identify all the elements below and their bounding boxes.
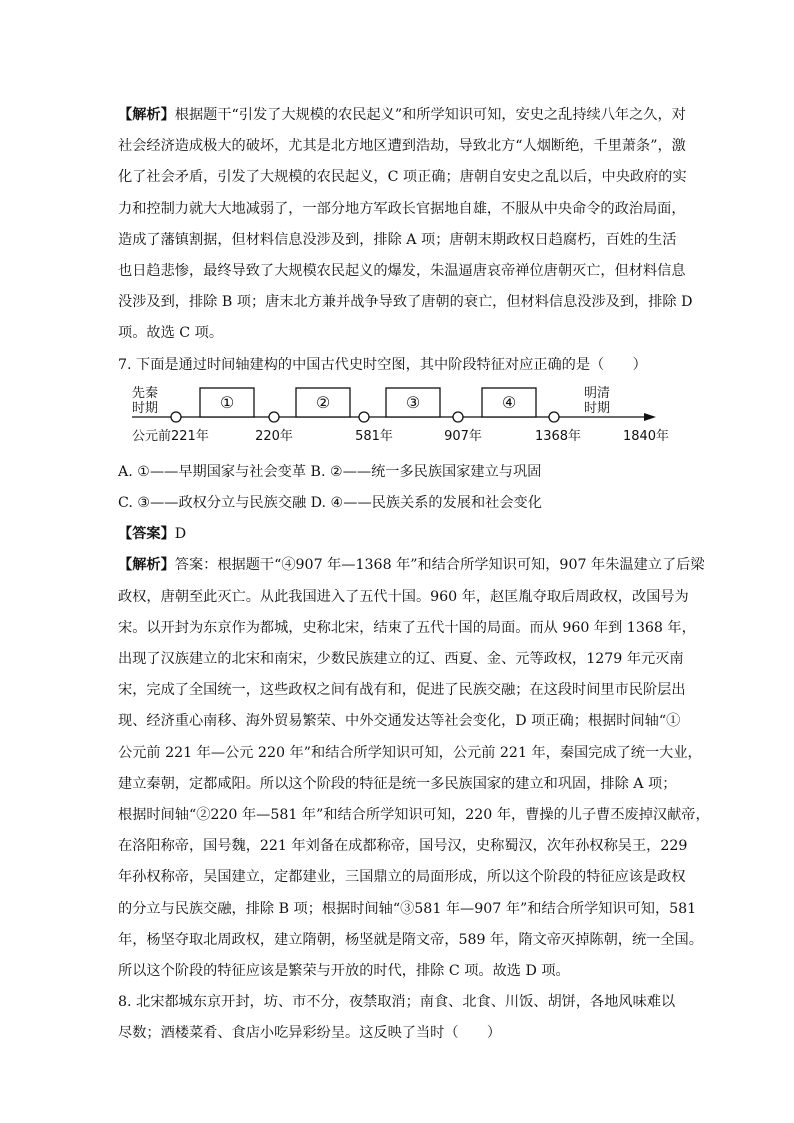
analysis-label: 【解析】 <box>118 557 175 574</box>
analysis-line: 的分立与民族交融，排除 B 项；根据时间轴“③581 年—907 年”和结合所学知识可知，581 <box>118 900 697 917</box>
analysis-line: 宋，完成了全国统一，这些政权之间有战有和，促进了民族交融；在这段时间里市民阶层出 <box>118 682 686 699</box>
tick-marker-220 <box>269 412 279 422</box>
tick-label: 1840年 <box>622 428 670 444</box>
start-period-label-1: 先秦 <box>132 385 159 401</box>
question-7 <box>118 350 710 988</box>
analysis-line: 造成了藩镇割据，但材料信息没涉及到，排除 A 项；唐朝末期政权日趋腐朽，百姓的生活 <box>118 231 677 248</box>
analysis-block-q6 <box>118 100 693 350</box>
question-stem: 7. 下面是通过时间轴建构的中国古代史时空图，其中阶段特征对应正确的是（ ） <box>118 356 647 373</box>
analysis-line: 年孙权称帝，吴国建立，定都建业，三国鼎立的局面形成，所以这个阶段的特征应该是政权 <box>118 869 686 886</box>
answer-value: D <box>174 526 187 543</box>
analysis-line: 在洛阳称帝，国号魏，221 年刘备在成都称帝，国号汉，史称蜀汉，次年孙权称吴王，229 <box>118 838 688 855</box>
tick-label: 907年 <box>444 428 482 444</box>
analysis-line: 年，杨坚夺取北周政权，建立隋朝，杨坚就是隋文帝，589 年，隋文帝灭掉陈朝，统一全国。 <box>118 931 703 948</box>
question-8 <box>118 987 683 1049</box>
tick-marker-907 <box>453 412 463 422</box>
document-page <box>118 100 710 1050</box>
options-line-2: C. ③——政权分立与民族交融 D. ④——民族关系的发展和社会变化 <box>118 495 542 512</box>
analysis-line: 也日趋悲惨，最终导致了大规模农民起义的爆发，朱温逼唐哀帝禅位唐朝灭亡，但材料信息 <box>118 263 686 280</box>
analysis-line: 【解析】根据题干“引发了大规模的农民起义”和所学知识可知，安史之乱持续八年之久，对 <box>118 107 686 123</box>
analysis-line: 力和控制力就大大地减弱了，一部分地方军政长官据地自雄，不服从中央命令的政治局面， <box>118 200 686 217</box>
tick-marker-1368 <box>549 412 559 422</box>
tick-marker-221bc <box>171 412 181 422</box>
tick-label: 公元前221年 <box>132 428 209 444</box>
analysis-line: 宋。以开封为东京作为都城，史称北宋，结束了五代十国的局面。而从 960 年到 1368 年， <box>118 619 696 636</box>
analysis-line: 所以这个阶段的特征应该是繁荣与开放的时代，排除 C 项。故选 D 项。 <box>118 963 570 980</box>
period-box-label-2: ② <box>315 392 331 412</box>
end-period-label-1: 明清 <box>584 385 611 401</box>
analysis-line: 现、经济重心南移、海外贸易繁荣、中外交通发达等社会变化，D 项正确；根据时间轴“① <box>118 713 681 730</box>
end-period-label-2: 时期 <box>584 400 611 416</box>
analysis-line: 公元前 221 年—公元 220 年”和结合所学知识可知，公元前 221 年，秦国完成了统一大业， <box>118 744 702 761</box>
analysis-block-q7 <box>118 550 710 987</box>
analysis-line: 建立秦朝，定都咸阳。所以这个阶段的特征是统一多民族国家的建立和巩固，排除 A 项； <box>118 775 677 792</box>
analysis-line: 没涉及到，排除 B 项；唐末北方兼并战争导致了唐朝的衰亡，但材料信息没涉及到，排除 D <box>118 294 693 311</box>
question-stem-line: 8. 北宋都城东京开封，坊、市不分，夜禁取消；南食、北食、川饭、胡饼，各地风味难以 <box>118 994 676 1011</box>
timeline-arrow-icon <box>644 413 656 421</box>
analysis-line: 社会经济造成极大的破坏，尤其是北方地区遭到浩劫，导致北方“人烟断绝，千里萧条”，激 <box>118 138 686 155</box>
analysis-line: 出现了汉族建立的北宋和南宋，少数民族建立的辽、西夏、金、元等政权，1279 年元灭南 <box>118 651 684 668</box>
analysis-line: 根据时间轴“②220 年—581 年”和结合所学知识可知，220 年，曹操的儿子曹丕废掉汉献帝， <box>118 807 710 824</box>
period-box-label-3: ③ <box>405 392 421 412</box>
period-box-label-4: ④ <box>501 392 517 412</box>
answer-label: 【答案】 <box>118 526 175 543</box>
timeline-svg <box>118 383 683 453</box>
period-box-label-1: ① <box>219 392 235 412</box>
timeline-diagram <box>118 383 683 453</box>
tick-label: 581年 <box>355 428 393 444</box>
analysis-line: 政权，唐朝至此灭亡。从此我国进入了五代十国。960 年，赵匡胤夺取后周政权，改国号为 <box>118 588 689 605</box>
options-line-1: A. ①——早期国家与社会变革 B. ②——统一多民族国家建立与巩固 <box>118 463 542 480</box>
tick-label: 220年 <box>255 428 293 444</box>
answer-line <box>118 519 683 550</box>
question-stem-line: 尽数；酒楼菜肴、食店小吃异彩纷呈。这反映了当时（ ） <box>118 1025 502 1042</box>
start-period-label-2: 时期 <box>132 400 159 416</box>
analysis-line: 【解析】答案：根据题干“④907 年—1368 年”和结合所学知识可知，907 年朱温建立了后梁 <box>118 557 705 574</box>
analysis-line: 项。故选 C 项。 <box>118 325 224 342</box>
tick-label: 1368年 <box>534 428 582 444</box>
analysis-line: 化了社会矛盾，引发了大规模的农民起义，C 项正确；唐朝自安史之乱以后，中央政府的实 <box>118 169 687 186</box>
analysis-label: 【解析】 <box>118 107 175 123</box>
tick-marker-581 <box>359 412 369 422</box>
